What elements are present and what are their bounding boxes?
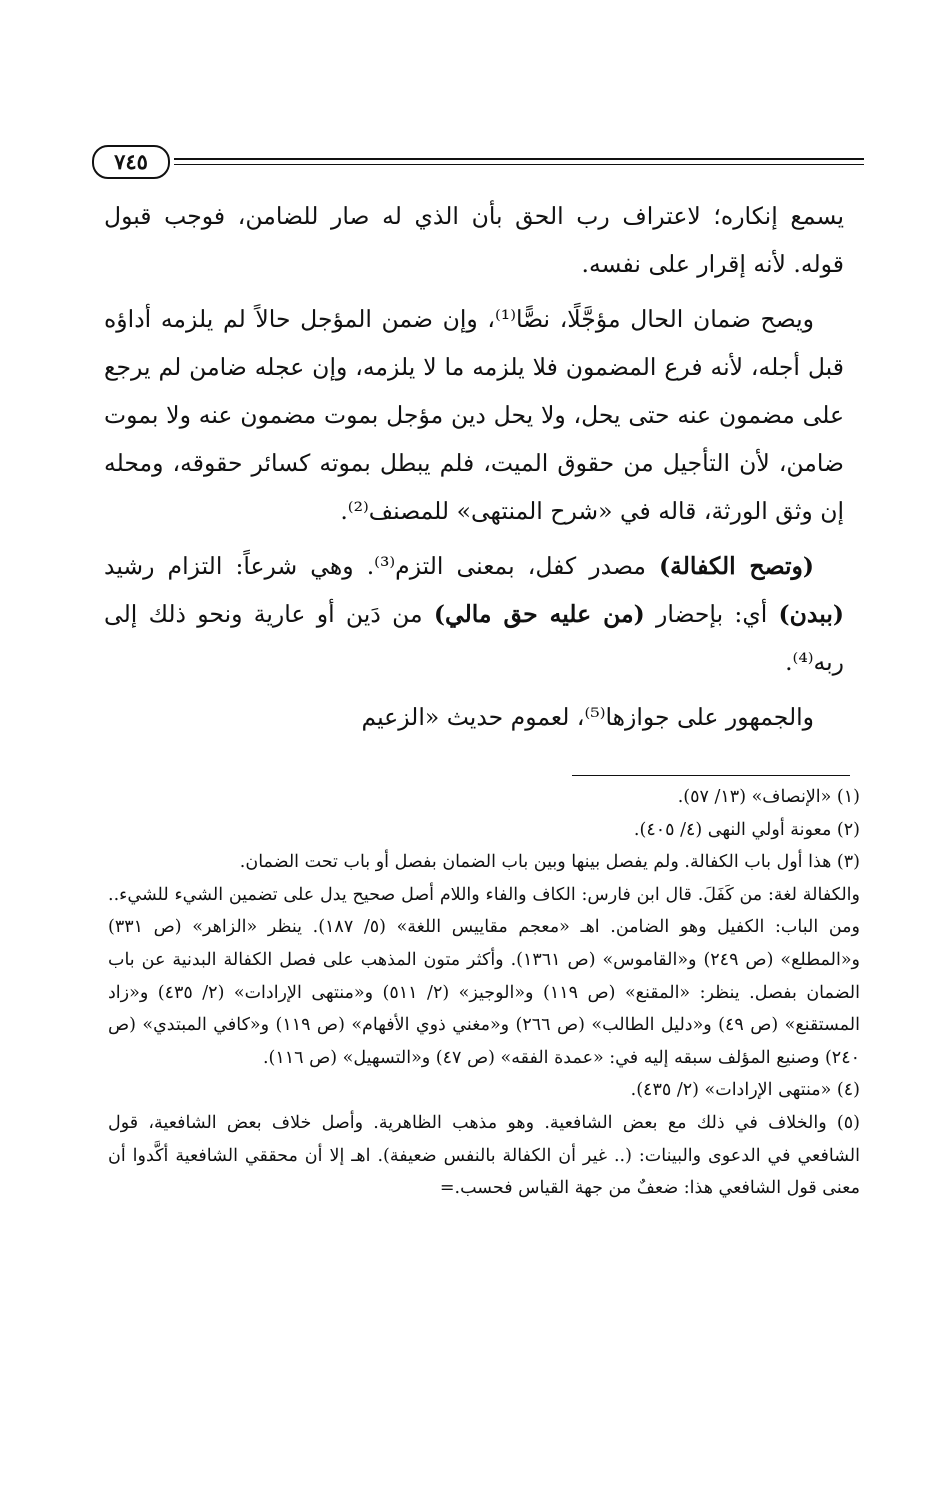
footnote-3: (٣) هذا أول باب الكفالة. ولم يفصل بينها وبين باب الضمان بفصل أو باب تحت الضمان. bbox=[239, 852, 860, 873]
footnote-5: (٥) والخلاف في ذلك مع بعض الشافعية. وهو مذهب الظاهرية. وأصل خلاف بعض الشافعية، قول الشافعي في الدعوى والبينات: (.. غير أن الكفالة بالنفس ضعيفة). اهـ إلا أن محققي الشافعية أكَّدوا أن معنى قول الشافعي هذا: ضعفٌ من جهة القياس فحسب.= bbox=[108, 1112, 860, 1199]
bold-phrase-haqq: (من عليه حق مالي) bbox=[433, 600, 645, 628]
bold-phrase-badan: (ببدن) bbox=[778, 600, 844, 628]
page-number: ٧٤٥ bbox=[92, 145, 170, 179]
footnotes bbox=[108, 781, 860, 1205]
paragraph-3-text-2: أي: بإحضار bbox=[644, 600, 779, 628]
paragraph-3-text-1: مصدر كفل، بمعنى التزم⁽³⁾. وهي شرعاً: التزام رشيد bbox=[104, 552, 660, 580]
footnote-1: (١) «الإنصاف» (١٣/ ٥٧). bbox=[677, 787, 860, 807]
footnote-3-continuation: والكفالة لغة: من كَفَلَ. قال ابن فارس: الكاف والفاء واللام أصل صحيح يدل على تضمين الشيء للشيء.. ومن الباب: الكفيل وهو الضامن. اهـ «معجم مقاييس اللغة» (٥/ ١٨٧). ينظر «الزاهر» (ص ٣٣١) و«المطلع» (ص ٢٤٩) و«القاموس» (ص ١٣٦١). وأكثر متون المذهب على فصل الكفالة البدنية عن باب الضمان بفصل. ينظر: «المقنع» (ص ١١٩) و«الوجيز» (٢/ ٥١١) و«منتهى الإرادات» (٢/ ٤٣٥) و«زاد المستقنع» (ص ٤٩) و«دليل الطالب» (ص ٢٦٦) و«مغني ذوي الأفهام» (ص ١١٩) و«كافي المبتدي» (ص ٢٤٠) وصنيع المؤلف سبقه إليه في: «عمدة الفقه» (ص ٤٧) و«التسهيل» (ص ١١٦). bbox=[108, 884, 861, 1068]
page-header bbox=[92, 148, 864, 178]
paragraph-1: يسمع إنكاره؛ لاعتراف رب الحق بأن الذي له صار للضامن، فوجب قبول قوله. لأنه إقرار على نفسه. bbox=[104, 202, 844, 278]
bold-phrase-kafala: (وتصح الكفالة) bbox=[659, 552, 814, 580]
footnote-separator bbox=[572, 775, 850, 776]
paragraph-3-text-3: من دَين أو عارية ونحو ذلك إلى ربه⁽⁴⁾. bbox=[104, 600, 844, 676]
paragraph-3 bbox=[104, 542, 844, 686]
header-rule-thin bbox=[174, 164, 864, 165]
footnote-4: (٤) «منتهى الإرادات» (٢/ ٤٣٥). bbox=[630, 1080, 860, 1101]
header-rule bbox=[174, 158, 864, 160]
paragraph-4: والجمهور على جوازها⁽⁵⁾، لعموم حديث «الزعيم bbox=[361, 703, 814, 731]
paragraph-2: ويصح ضمان الحال مؤجَّلًا، نصًّا⁽¹⁾، وإن ضمن المؤجل حالاً لم يلزمه أداؤه قبل أجله، لأنه فرع المضمون فلا يلزمه ما لا يلزمه، وإن عجله ضامن لم يرجع على مضمون عنه حتى يحل، ولا يحل دين مؤجل بموت مضمون عنه ولا بموت ضامن، لأن التأجيل من حقوق الميت، فلم يبطل بموته كسائر حقوقه، ومحله إن وثق الورثة، قاله في «شرح المنتهى» للمصنف⁽²⁾. bbox=[104, 305, 844, 525]
main-text bbox=[104, 192, 844, 748]
footnote-2: (٢) معونة أولي النهى (٤/ ٤٠٥). bbox=[633, 819, 860, 840]
